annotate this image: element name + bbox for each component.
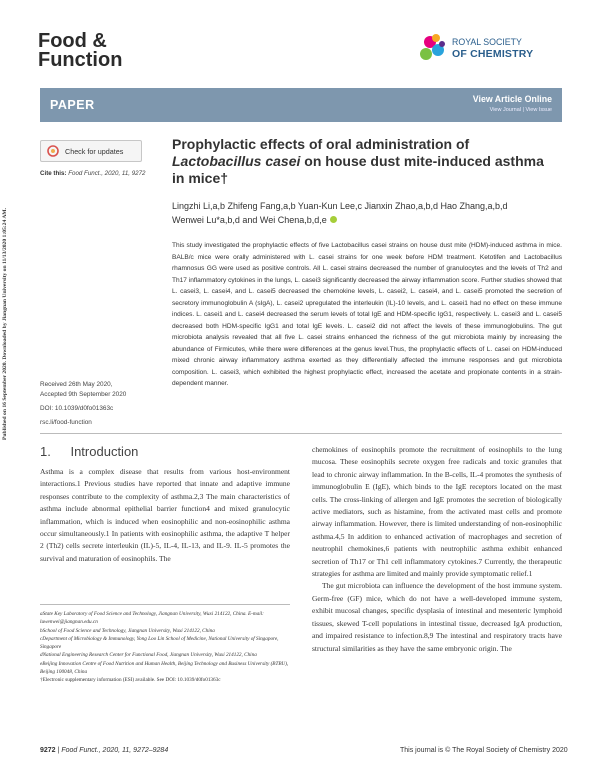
journal-title-line2: Function <box>38 49 123 71</box>
doi[interactable]: DOI: 10.1039/d0fo01363c <box>40 405 114 412</box>
paragraph: chemokines of eosinophils promote the recruitment of eosinophils to the lung mucosa. These eosinophils secrete oxygen free radicals and toxic granules that lead to chronic airway inflammation. In the B-cells, IL-4 promotes the synthesis of immunoglobulin E (IgE), which binds to the IgE receptors located on the mast cells. The cross-linking of allergen and IgE promotes the secretion of biologically active mediators, such as histamine, from the activated mast cells and promote airway inflammation. However, there is limited understanding of non-eosinophilic asthma.4,5 In addition to enhanced activation of macrophages and secretion of neutrophil chemokines,6 patients with neutrophilic asthma exhibit enhanced secretion of Th17 or Th1 cell inflammatory cytokines.7 Currently, the therapeutic strategies for asthma are limited and mainly provide symptomatic relief.1 <box>312 445 562 579</box>
accepted-date: Accepted 9th September 2020 <box>40 391 127 398</box>
footnote: cDepartment of Microbiology & Immunology, Yong Loo Lin School of Medicine, National University of Singapore, Singapore <box>40 635 279 651</box>
view-journal-issue-links[interactable]: View Journal | View Issue <box>489 107 552 113</box>
authors-line2: Wenwei Lu*a,b,d and Wei Chena,b,d,e <box>172 213 562 227</box>
page-footer-copyright: This journal is © The Royal Society of Chemistry 2020 <box>400 747 568 754</box>
footnote: †Electronic supplementary information (ESI) available. See DOI: 10.1039/d0fo01363c <box>40 677 221 684</box>
article-title <box>172 136 547 187</box>
paragraph: The gut microbiota can influence the development of the host immune system. Germ-free (GF) mice, which do not have a well-developed immune system, exhibit mucosal changes, specific dysplasia of intestinal and mesenteric lymphoid tissues, skewed T-cell populations in intestinal tissue, decreased IgA production, and impaired resistance to infection.8,9 The intestinal and respiratory tracts have structural similarities as they have the same embryonic origin. The <box>312 581 562 653</box>
journal-url[interactable]: rsc.li/food-function <box>40 419 92 426</box>
footnote-divider <box>40 604 290 605</box>
article-type-banner <box>40 88 562 122</box>
citation <box>40 170 146 177</box>
section-divider <box>40 433 562 434</box>
title-italic: Lactobacillus casei <box>172 153 301 169</box>
footer-journal: Food Funct., 2020, 11, 9272–9284 <box>61 747 169 754</box>
footnote: bSchool of Food Science and Technology, Jiangnan University, Wuxi 214122, China <box>40 627 215 634</box>
body-right-column <box>312 444 562 655</box>
received-date: Received 26th May 2020, <box>40 381 113 388</box>
section-title: Introduction <box>70 444 139 459</box>
footnote: eBeijing Innovation Centre of Food Nutrition and Human Health, Beijing Technology and Business University (BTBU), Beijing 100048, China <box>40 660 289 676</box>
section-number: 1. <box>40 444 51 459</box>
article-type: PAPER <box>50 98 95 112</box>
download-note: Published on 16 September 2020. Downloaded by Jiangnan University on 11/13/2020 1:05:24 AM. <box>2 207 8 440</box>
journal-title-line1: Food & <box>38 30 107 52</box>
page-number: 9272 <box>40 747 56 754</box>
refresh-icon <box>47 145 59 157</box>
abstract-text: This study investigated the prophylactic effects of five Lactobacillus casei strains on house dust mite (HDM)-induced asthma in mice. BALB/c mice were orally administered with L. casei strains for one week before HDM treatment. Ketotifen and Lactobacillus rhamnosus GG were used as positive controls. All L. casei strains decreased the number of granulocytes and the levels of Th2 and Th17 inflammatory cytokines in the lungs, L. casei3 significantly decreased the airway inflammation score. Further studies showed that L. casei3, L. casei4, and L. casei5 decreased the chemokine levels, L. casei2, L. casei4, and L. casei5 promoted the secretion of secretory immunoglobulin A (sIgA), L. casei2 upregulated the interleukin (IL)-10 levels, and L. casei1 had no effect on these immune indices. L. casei1 and L. casei4 decreased the serum levels of total IgE and HDM-specific IgG1, respectively. L. casei3 and L. casei5 decreased both HDM-specific IgG1 and total IgE levels. L. casei2 did not affect the levels of these immunoglobulins. The gut microbiota analysis revealed that all five L. casei strains enhanced the richness of the gut microbiota mainly by increasing the abundance of Firmicutes, while there were differences at the genus level.Thus, the prophylactic effects of L. casei on HDM-induced mixed chronic airway inflammatory asthma exerted as they differentially affected the immune responses and gut microbiota composition. L. casei3, which exhibited the highest prophylactic effect, increased the acetate and propionate contents in a strain-dependent manner. <box>172 242 562 387</box>
authors-line1: Lingzhi Li,a,b Zhifeng Fang,a,b Yuan-Kun Lee,c Jianxin Zhao,a,b,d Hao Zhang,a,b,d <box>172 201 508 211</box>
footnote: aState Key Laboratory of Food Science and Technology, Jiangnan University, Wuxi 214122, China. E-mail: luwenwei@jiangnan.edu.cn <box>40 611 264 626</box>
journal-title <box>38 32 122 70</box>
title-part1: Prophylactic effects of oral administration of <box>172 136 470 152</box>
view-article-online-link[interactable]: View Article Online <box>472 94 552 104</box>
body-left-column <box>40 466 290 565</box>
page-footer-left <box>40 747 168 754</box>
citation-ref: Food Funct., 2020, 11, 9272 <box>68 170 146 177</box>
publisher-name <box>452 36 533 60</box>
author-list <box>172 199 562 227</box>
footer-separator: | <box>57 747 60 754</box>
check-for-updates-label: Check for updates <box>65 146 124 156</box>
section-heading <box>40 444 138 459</box>
publisher-line2: OF CHEMISTRY <box>452 48 534 60</box>
orcid-icon[interactable] <box>330 216 337 223</box>
footnotes <box>40 610 290 685</box>
title-part2: on house dust mite-induced asthma in mice† <box>172 153 544 186</box>
article-metadata <box>40 380 126 428</box>
abstract <box>172 240 562 390</box>
check-for-updates-button[interactable] <box>40 140 142 162</box>
paragraph: Asthma is a complex disease that results from various host-environment interactions.1 Previous studies have reported that innate and adaptive immune responses contribute to the complexity of asthma.2,3 The main characteristics of asthma include abnormal epithelial barrier function4 and mixed granulocytic inflammation, which is induced when eosinophilic and non-eosinophilic asthma occur simultaneously.1 In patients with eosinophilic asthma, the adaptive T helper 2 (Th2) cells secrete interleukin (IL)-5, IL-4, IL-13, and IL-9. IL-5 promotes the survival and maturation of eosinophils. The <box>40 467 290 563</box>
publisher-line1: ROYAL SOCIETY <box>452 37 522 47</box>
footnote: dNational Engineering Research Center for Functional Food, Jiangnan University, Wuxi 214122, China <box>40 652 257 659</box>
citation-label: Cite this: <box>40 170 67 177</box>
